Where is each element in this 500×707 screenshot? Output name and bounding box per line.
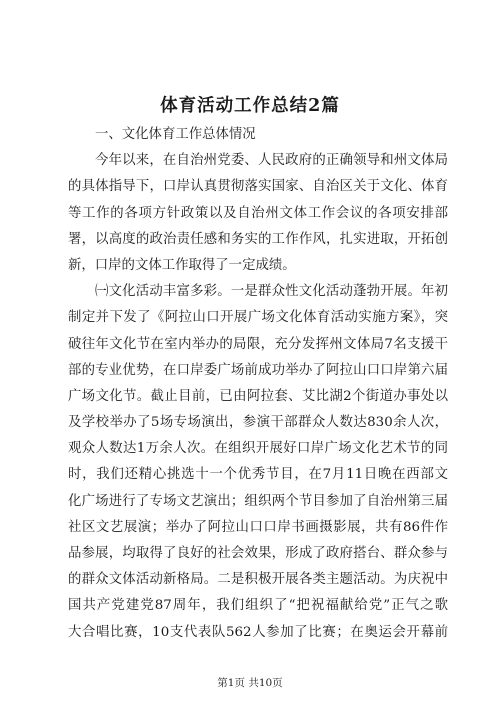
document-title: 体育活动工作总结2篇 bbox=[160, 96, 340, 116]
body-text-line: 署，以高度的政治责任感和务实的工作作风，扎实进取，开拓创 bbox=[68, 231, 448, 247]
body-text-line: 的具体指导下，口岸认真贯彻落实国家、自治区关于文化、体育 bbox=[68, 179, 448, 195]
body-text-line: 及学校举办了5场专场演出，参演干部群众人数达830余人次， bbox=[68, 415, 448, 431]
body-text-line: 制定并下发了《阿拉山口开展广场文化体育活动实施方案》，突 bbox=[68, 310, 448, 326]
body-text-line: 今年以来，在自治州党委、人民政府的正确领导和州文体局 bbox=[95, 153, 448, 169]
body-text-line: 国共产党建党87周年，我们组织了“把祝福献给党”正气之歌 bbox=[68, 598, 448, 614]
body-text-line: 等工作的各项方针政策以及自治州文体工作会议的各项安排部 bbox=[68, 205, 448, 221]
body-text-line: 观众人数达1万余人次。在组织开展好口岸广场文化艺术节的同 bbox=[68, 441, 448, 457]
document-body bbox=[68, 122, 448, 646]
body-text-line: 时，我们还精心挑选十一个优秀节目，在7月11日晚在西部文 bbox=[68, 467, 448, 483]
body-text-line: 品参展，均取得了良好的社会效果，形成了政府搭台、群众参与 bbox=[68, 546, 448, 561]
body-text-line: 部的专业优势，在口岸委广场前成功举办了阿拉山口口岸第六届 bbox=[68, 362, 448, 378]
page-footer: 第1页 共10页 bbox=[217, 677, 283, 689]
body-text-line: 广场文化节。截止目前，已由阿拉套、艾比湖2个街道办事处以 bbox=[68, 388, 448, 404]
section-heading: 一、文化体育工作总体情况 bbox=[95, 127, 256, 142]
body-text-line: 大合唱比赛，10支代表队562人参加了比赛；在奥运会开幕前 bbox=[68, 624, 448, 640]
body-text-line: 的群众文体活动新格局。二是积极开展各类主题活动。为庆祝中 bbox=[68, 572, 448, 588]
body-text-line: 社区文艺展演；举办了阿拉山口口岸书画摄影展，共有86件作 bbox=[68, 519, 448, 535]
body-text-line: 破往年文化节在室内举办的局限，充分发挥州文体局7名支援干 bbox=[68, 336, 448, 352]
body-text-line: 化广场进行了专场文艺演出；组织两个节目参加了自治州第三届 bbox=[68, 493, 448, 509]
body-text-line: 新，口岸的文体工作取得了一定成绩。 bbox=[68, 257, 296, 273]
body-text-line: ㈠文化活动丰富多彩。一是群众性文化活动蓬勃开展。年初 bbox=[95, 284, 448, 300]
